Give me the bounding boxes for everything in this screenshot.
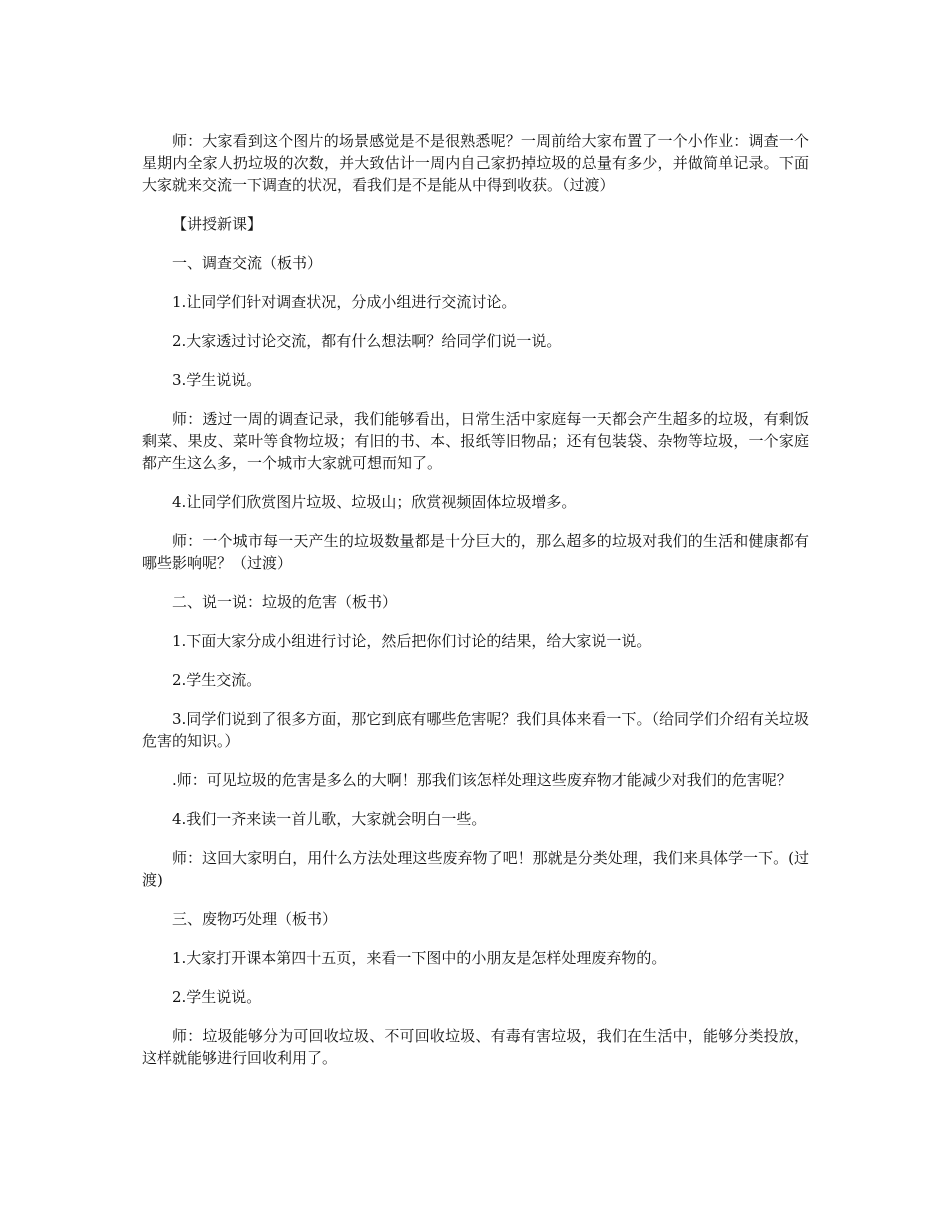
list-item: 1.大家打开课本第四十五页，来看一下图中的小朋友是怎样处理废弃物的。 xyxy=(172,949,667,967)
section-label-new-lesson: 【讲授新课】 xyxy=(172,215,263,233)
paragraph-teacher: 师：一个城市每一天产生的垃圾数量都是十分巨大的，那么超多的垃圾对我们的生活和健康都有哪些影响呢？（过渡） xyxy=(142,532,809,572)
heading-survey-exchange: 一、调查交流（板书） xyxy=(172,254,323,272)
paragraph-teacher: .师：可见垃圾的危害是多么的大啊！那我们该怎样处理这些废弃物才能减少对我们的危害呢？ xyxy=(172,771,792,789)
paragraph-teacher: 师：透过一周的调查记录，我们能够看出，日常生活中家庭每一天都会产生超多的垃圾，有剩饭剩菜、果皮、菜叶等食物垃圾；有旧的书、本、报纸等旧物品；还有包装袋、杂物等垃圾，一个家庭都产生这么多，一个城市大家就可想而知了。 xyxy=(142,410,809,472)
paragraph-teacher: 师：垃圾能够分为可回收垃圾、不可回收垃圾、有毒有害垃圾，我们在生活中，能够分类投放，这样就能够进行回收利用了。 xyxy=(142,1027,809,1067)
list-item: 3.同学们说到了很多方面，那它到底有哪些危害呢？我们具体来看一下。（给同学们介绍有关垃圾危害的知识。） xyxy=(142,710,809,750)
list-item: 1.让同学们针对调查状况，分成小组进行交流讨论。 xyxy=(172,293,517,311)
list-item: 4.让同学们欣赏图片垃圾、垃圾山；欣赏视频固体垃圾增多。 xyxy=(172,493,577,511)
list-item: 1.下面大家分成小组进行讨论，然后把你们讨论的结果，给大家说一说。 xyxy=(172,632,652,650)
heading-garbage-harm: 二、说一说：垃圾的危害（板书） xyxy=(172,593,398,611)
list-item: 2.学生说说。 xyxy=(172,988,262,1006)
list-item: 4.我们一齐来读一首儿歌，大家就会明白一些。 xyxy=(172,810,487,828)
document-body xyxy=(142,130,809,1086)
heading-waste-handling: 三、废物巧处理（板书） xyxy=(172,910,338,928)
list-item: 2.大家透过讨论交流，都有什么想法啊？给同学们说一说。 xyxy=(172,332,562,350)
list-item: 3.学生说说。 xyxy=(172,371,262,389)
paragraph-intro: 师：大家看到这个图片的场景感觉是不是很熟悉呢？一周前给大家布置了一个小作业：调查一个星期内全家人扔垃圾的次数，并大致估计一周内自己家扔掉垃圾的总量有多少，并做简单记录。下面大家就来交流一下调查的状况，看我们是不是能从中得到收获。（过渡） xyxy=(142,132,809,194)
list-item: 2.学生交流。 xyxy=(172,671,262,689)
paragraph-teacher: 师：这回大家明白，用什么方法处理这些废弃物了吧！那就是分类处理，我们来具体学一下。(过渡) xyxy=(142,849,809,889)
